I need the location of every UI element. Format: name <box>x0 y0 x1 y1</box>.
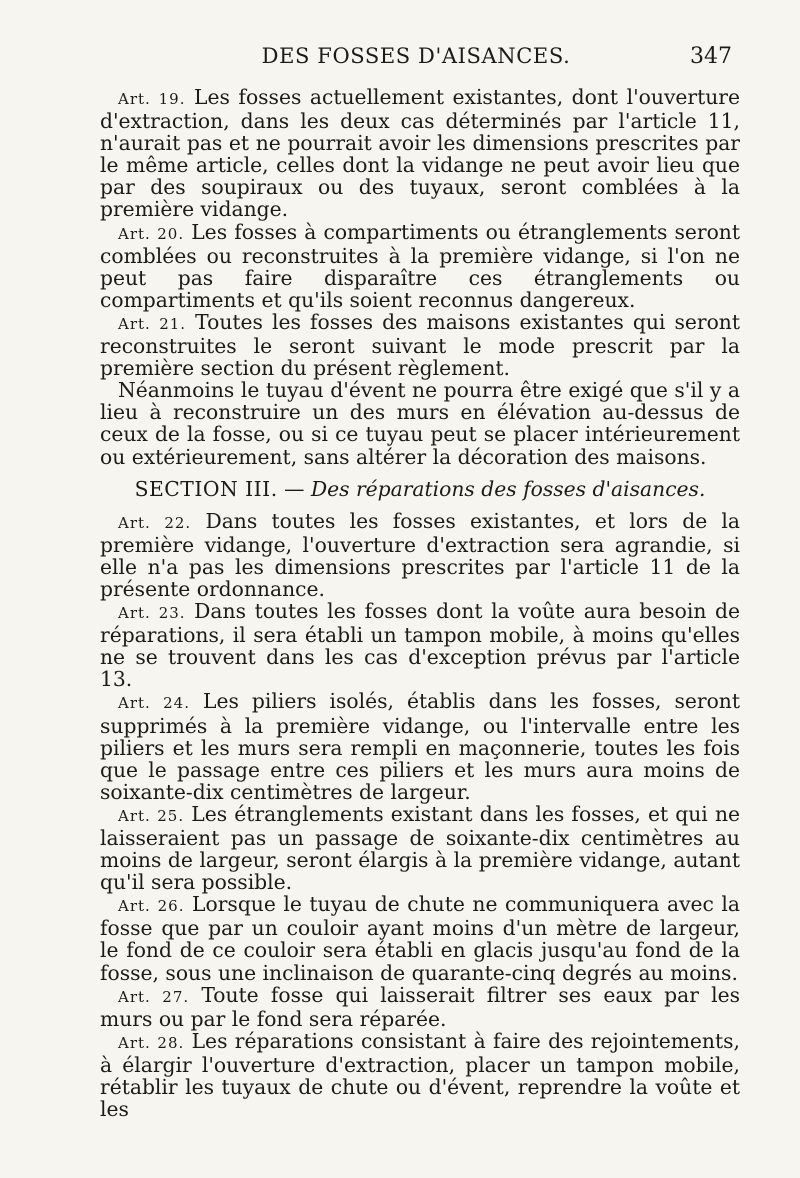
article-label: Art. 26. <box>118 897 185 916</box>
article-label: Art. 27. <box>118 987 190 1006</box>
article-27 <box>100 984 740 1030</box>
article-text: Lorsque le tuyau de chute ne communiquera avec la fosse que par un couloir ayant moins d'un mètre de largeur, le fond de ce couloir sera établi en glacis jusqu'au fond de la fosse, sous une inclinaison de quarante-cinq degrés au moins. <box>100 892 740 985</box>
article-label: Art. 22. <box>118 513 192 532</box>
running-title: DES FOSSES D'AISANCES. <box>261 44 571 68</box>
section-label: SECTION III. <box>134 476 278 501</box>
page-header <box>100 44 732 76</box>
section-heading <box>100 478 740 500</box>
article-text: Toutes les fosses des maisons existantes qui seront reconstruites le seront suivant le mode prescrit par la première section du présent règlement. <box>100 309 740 381</box>
article-26 <box>100 893 740 983</box>
article-text: Les étranglements existant dans les fosses, et qui ne laisseraient pas un passage de soixante-dix centimètres au moins de largeur, seront élargis à la première vidange, autant qu'il sera possible. <box>100 801 741 895</box>
article-text: Dans toutes les fosses existantes, et lors de la première vidange, l'ouverture d'extraction sera agrandie, si elle n'a pas les dimensions prescrites par l'article 11 de la présente ordonnance. <box>100 508 741 601</box>
article-label: Art. 23. <box>118 604 186 623</box>
article-24 <box>100 690 740 802</box>
article-label: Art. 28. <box>118 1033 185 1052</box>
article-label: Art. 24. <box>118 694 190 713</box>
article-text: Dans toutes les fosses dont la voûte aura besoin de réparations, il sera établi un tampon mobile, à moins qu'elles ne se trouvent dans les cas d'exception prévus par l'article 13. <box>100 599 741 692</box>
article-text: Toute fosse qui laisserait filtrer ses eaux par les murs ou par le fond sera réparée. <box>100 982 740 1031</box>
page-number: 347 <box>690 44 732 69</box>
article-label: Art. 21. <box>118 314 187 333</box>
article-text: Les fosses actuellement existantes, dont l'ouverture d'extraction, dans les deux cas déterminés par l'article 11, n'aurait pas et ne pourrait avoir les dimensions prescrites par le même article, celles dont la vidange ne peut avoir lieu que par des soupiraux ou des tuyaux, seront comblées à la première vidange. <box>100 85 741 222</box>
article-22 <box>100 510 740 600</box>
article-text: Les réparations consistant à faire des rejointements, à élargir l'ouverture d'extraction, placer un tampon mobile, rétablir les tuyaux de chute ou d'évent, reprendre la voûte et les <box>100 1028 741 1122</box>
article-label: Art. 20. <box>118 224 185 243</box>
article-21-continuation: Néanmoins le tuyau d'évent ne pourra être exigé que s'il y a lieu à reconstruire un des murs en élévation au-dessus de ceux de la fosse, ou si ce tuyau peut se placer intérieurement ou extérieurement, sans altérer la décoration des maisons. <box>100 378 740 469</box>
article-label: Art. 25. <box>118 806 185 825</box>
article-text: Les fosses à compartiments ou étranglements seront comblées ou reconstruites à la première vidange, si l'on ne peut pas faire disparaître ces étranglements ou compartiments et qu'ils soient reconnus dangereux. <box>100 219 740 312</box>
article-20 <box>100 221 740 311</box>
article-25 <box>100 803 740 893</box>
article-23 <box>100 600 740 690</box>
article-text: Les piliers isolés, établis dans les fosses, seront supprimés à la première vidange, ou l'intervalle entre les piliers et les murs sera rempli en maçonnerie, toutes les fois que le passage entre ces piliers et les murs aura moins de soixante-dix centimètres de largeur. <box>100 689 741 804</box>
page-body <box>100 86 740 1120</box>
article-19 <box>100 86 740 221</box>
article-label: Art. 19. <box>118 90 186 108</box>
article-28 <box>100 1030 740 1120</box>
section-dash: — <box>284 476 305 501</box>
article-21 <box>100 311 740 379</box>
section-title: Des réparations des fosses d'aisances. <box>310 476 706 501</box>
